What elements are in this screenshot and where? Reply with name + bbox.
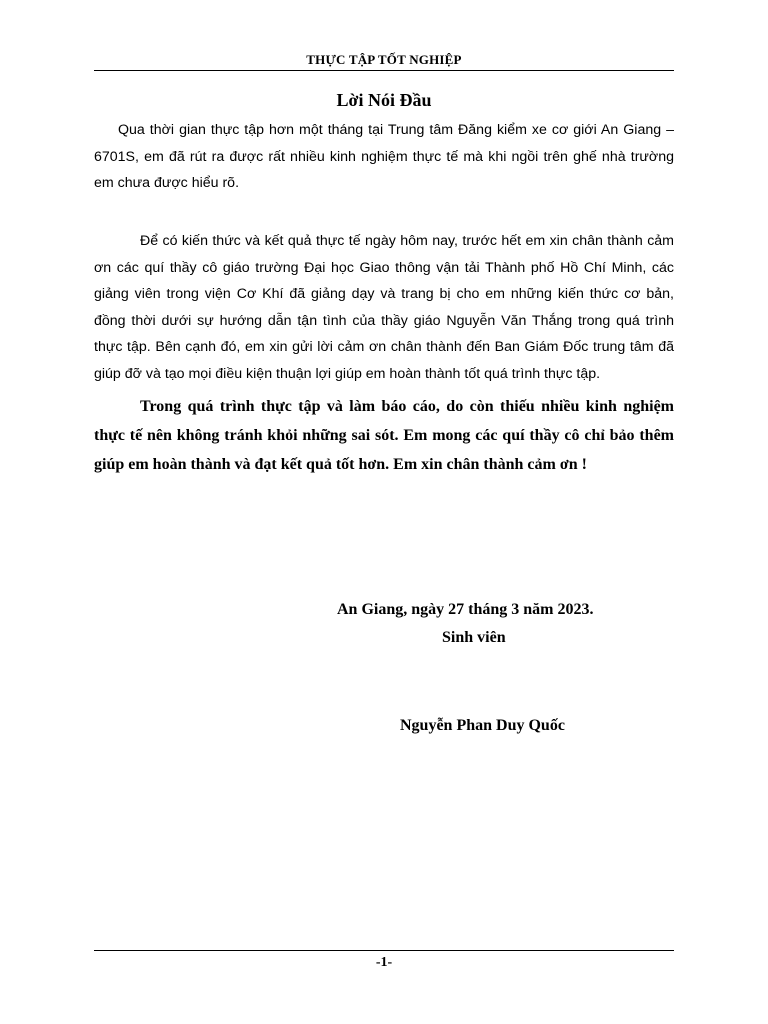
paragraph-closing: Trong quá trình thực tập và làm báo cáo, do còn thiếu nhiều kinh nghiệm thực tế nên không tránh khỏi những sai sót. Em mong các quí thầy cô chỉ bảo thêm giúp em hoàn thành và đạt kết quả tốt hơn. Em xin chân thành cảm ơn ! [94,398,674,473]
footer-divider [94,950,674,951]
page-number: -1- [375,955,393,970]
page-title: Lời Nói Đầu [336,90,432,110]
running-header: THỰC TẬP TỐT NGHIỆP [306,52,462,67]
signature-name: Nguyễn Phan Duy Quốc [400,717,565,734]
paragraph-intro: Qua thời gian thực tập hơn một tháng tại Trung tâm Đăng kiểm xe cơ giới An Giang – 6701S, em đã rút ra được rất nhiều kinh nghiệm thực tế mà khi ngồi trên ghế nhà trường em chưa được hiểu rõ. [94,122,674,191]
signature-place-date: An Giang, ngày 27 tháng 3 năm 2023. [337,601,594,618]
paragraph-thanks: Để có kiến thức và kết quả thực tế ngày hôm nay, trước hết em xin chân thành cảm ơn các quí thầy cô giáo trường Đại học Giao thông vận tải Thành phố Hồ Chí Minh, các giảng viên trong viện Cơ Khí đã giảng dạy và trang bị cho em những kiến thức cơ bản, đồng thời dưới sự hướng dẫn tận tình của thầy giáo Nguyễn Văn Thắng trong quá trình thực tập. Bên cạnh đó, em xin gửi lời cảm ơn chân thành đến Ban Giám Đốc trung tâm đã giúp đỡ và tạo mọi điều kiện thuận lợi giúp em hoàn thành tốt quá trình thực tập. [94,233,674,382]
signature-role: Sinh viên [442,629,506,646]
header-divider [94,70,674,71]
